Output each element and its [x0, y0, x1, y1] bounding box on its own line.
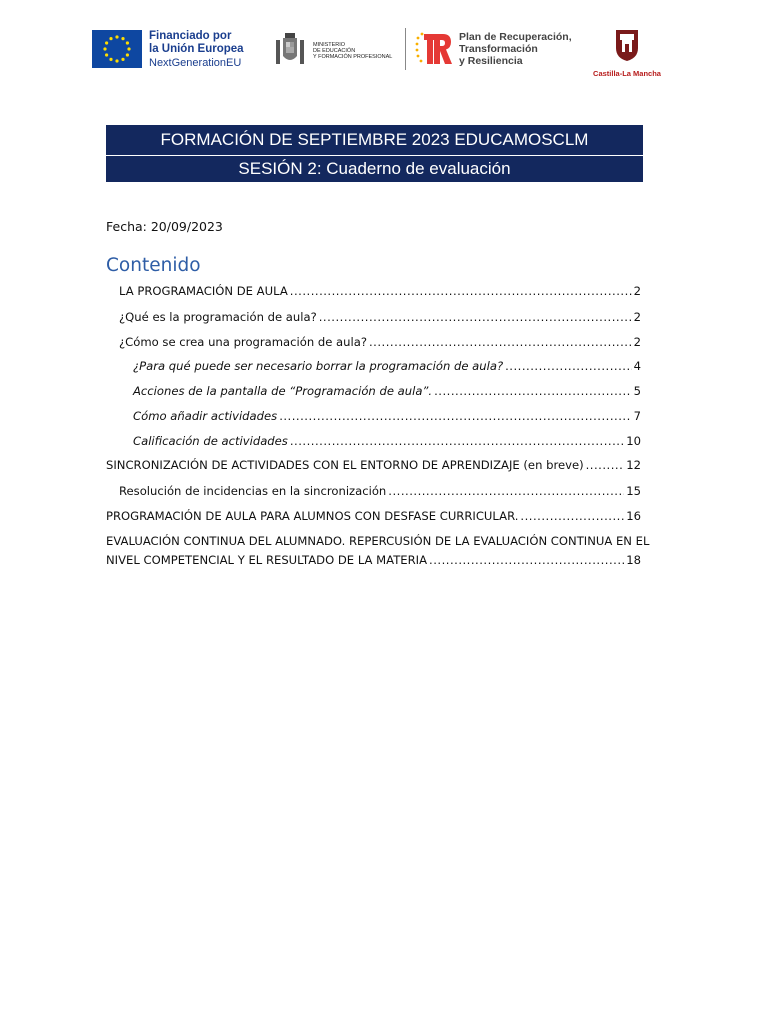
- eu-text-line2: la Unión Europea: [149, 43, 244, 55]
- toc-entry-label: LA PROGRAMACIÓN DE AULA: [119, 284, 288, 298]
- eu-flag-icon: [92, 30, 142, 68]
- prtr-logo: [415, 30, 572, 68]
- toc-entry-page: 2: [633, 284, 641, 298]
- toc-dot-leader: [369, 335, 632, 349]
- toc-entry[interactable]: [119, 284, 641, 298]
- eu-text-line1: Financiado por: [149, 30, 232, 42]
- toc-dot-leader: [429, 553, 624, 567]
- castilla-la-mancha-logo: [592, 28, 662, 78]
- toc-entry-page: 7: [633, 409, 641, 423]
- toc-dot-leader: [505, 359, 632, 373]
- toc-entry[interactable]: [133, 384, 641, 398]
- clm-shield-icon: [614, 28, 640, 62]
- toc-dot-leader: [279, 409, 631, 423]
- toc-entry[interactable]: [119, 310, 641, 324]
- toc-entry-page: 18: [626, 553, 641, 567]
- logo-divider: [405, 28, 406, 70]
- prtr-tr-icon: [415, 30, 453, 68]
- eu-funding-logo: [92, 30, 244, 70]
- toc-entry-label: SINCRONIZACIÓN DE ACTIVIDADES CON EL ENTORNO DE APRENDIZAJE (en breve): [106, 458, 584, 472]
- toc-entry-label: ¿Cómo se crea una programación de aula?: [119, 335, 367, 349]
- toc-entry-page: 5: [633, 384, 641, 398]
- toc-entry-page: 15: [626, 484, 641, 498]
- region-name: Castilla-La Mancha: [593, 69, 661, 78]
- toc-entry-label: Calificación de actividades: [133, 434, 288, 448]
- title-line1: FORMACIÓN DE SEPTIEMBRE 2023 EDUCAMOSCLM: [106, 125, 643, 156]
- toc-entry[interactable]: [106, 509, 641, 523]
- toc-dot-leader: [586, 458, 625, 472]
- plan-line3: y Resiliencia: [459, 55, 523, 67]
- toc-entry[interactable]: [133, 359, 641, 373]
- toc-dot-leader: [290, 284, 632, 298]
- toc-entry-label: EVALUACIÓN CONTINUA DEL ALUMNADO. REPERCUSIÓN DE LA EVALUACIÓN CONTINUA EN EL: [106, 534, 650, 548]
- toc-entry-page: 12: [626, 458, 641, 472]
- coat-of-arms-icon: [273, 32, 307, 70]
- title-line2: SESIÓN 2: Cuaderno de evaluación: [238, 159, 511, 178]
- toc-dot-leader: [290, 434, 624, 448]
- toc-entry[interactable]: [119, 484, 641, 498]
- toc-entry-page: 4: [633, 359, 641, 373]
- toc-entry-label: ¿Para qué puede ser necesario borrar la programación de aula?: [133, 359, 504, 373]
- toc-dot-leader: [434, 384, 631, 398]
- toc-entry[interactable]: [106, 553, 641, 567]
- toc-entry-wrap-first-line[interactable]: [106, 534, 650, 548]
- toc-entry[interactable]: [119, 335, 641, 349]
- toc-heading: Contenido: [106, 255, 201, 276]
- eu-text-line3: NextGenerationEU: [149, 57, 242, 69]
- toc-dot-leader: [388, 484, 624, 498]
- ministerio-line1: MINISTERIO: [313, 42, 346, 48]
- toc-entry-label: Cómo añadir actividades: [133, 409, 278, 423]
- logos-header: [0, 0, 768, 100]
- toc-entry[interactable]: [133, 434, 641, 448]
- ministerio-line2: DE EDUCACIÓN: [313, 48, 356, 54]
- ministerio-line3: Y FORMACIÓN PROFESIONAL: [313, 54, 393, 60]
- ministerio-logo: [273, 32, 392, 70]
- toc-entry[interactable]: [133, 409, 641, 423]
- toc-entry-label: NIVEL COMPETENCIAL Y EL RESULTADO DE LA MATERIA: [106, 553, 428, 567]
- toc-dot-leader: [520, 509, 624, 523]
- toc-entry-label: ¿Qué es la programación de aula?: [119, 310, 317, 324]
- document-title-box: [106, 125, 643, 182]
- toc-entry-label: Resolución de incidencias en la sincronización: [119, 484, 387, 498]
- plan-line2: Transformación: [459, 43, 538, 55]
- toc-entry-page: 10: [626, 434, 641, 448]
- toc-entry-page: 16: [626, 509, 641, 523]
- toc-dot-leader: [319, 310, 632, 324]
- toc-entry-page: 2: [633, 335, 641, 349]
- toc-entry[interactable]: [106, 458, 641, 472]
- toc-entry-page: 2: [633, 310, 641, 324]
- document-date: Fecha: 20/09/2023: [106, 219, 223, 234]
- toc-entry-label: Acciones de la pantalla de “Programación de aula”.: [133, 384, 433, 398]
- toc-entry-label: PROGRAMACIÓN DE AULA PARA ALUMNOS CON DESFASE CURRICULAR.: [106, 509, 519, 523]
- plan-line1: Plan de Recuperación,: [459, 31, 572, 43]
